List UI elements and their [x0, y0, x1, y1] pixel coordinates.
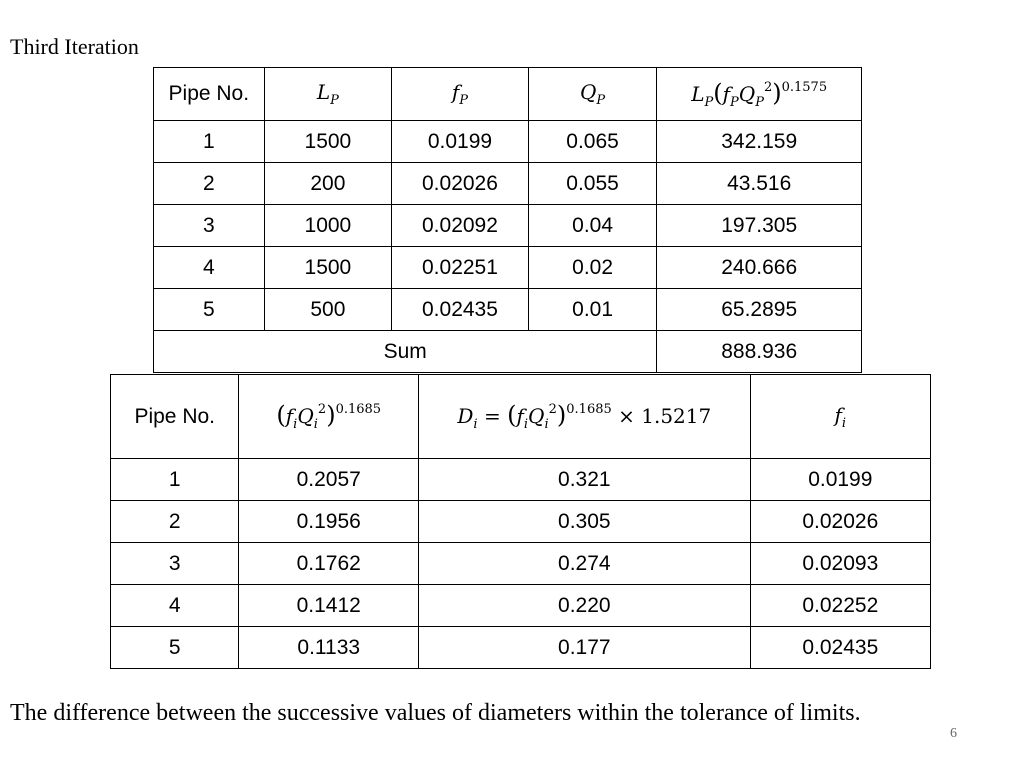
- page-heading: Third Iteration: [10, 34, 139, 59]
- cell: 200: [264, 163, 392, 205]
- cell: 1000: [264, 205, 392, 247]
- table-row: [154, 289, 862, 331]
- cell: 0.1133: [239, 627, 419, 669]
- cell: 0.04: [528, 205, 657, 247]
- cell: 4: [154, 247, 265, 289]
- cell: 0.0199: [392, 121, 529, 163]
- cell: 0.321: [419, 459, 751, 501]
- cell: 0.02435: [392, 289, 529, 331]
- cell: 1: [111, 459, 239, 501]
- header-flow: $Q_P$: [528, 68, 657, 121]
- conclusion-note: The difference between the successive values of diameters within the tolerance of limits.: [10, 700, 861, 726]
- cell: 43.516: [657, 163, 862, 205]
- table-row: [111, 627, 931, 669]
- second-table: [110, 374, 931, 669]
- header-friction: $f_i$: [750, 375, 930, 459]
- cell: 500: [264, 289, 392, 331]
- page-number: 6: [950, 726, 957, 741]
- cell: 0.1956: [239, 501, 419, 543]
- cell: 0.2057: [239, 459, 419, 501]
- header-friction: $f_P$: [392, 68, 529, 121]
- header-pipe-no: Pipe No.: [111, 375, 239, 459]
- table-header-row: [111, 375, 931, 459]
- cell: 0.02093: [750, 543, 930, 585]
- table-row: [154, 121, 862, 163]
- header-pipe-no: Pipe No.: [154, 68, 265, 121]
- sum-row: [154, 331, 862, 373]
- cell: 0.065: [528, 121, 657, 163]
- cell: 0.02026: [392, 163, 529, 205]
- cell: 0.055: [528, 163, 657, 205]
- header-length: $L_P$: [264, 68, 392, 121]
- header-diameter: $D_i = (f_iQ_i^2)^{0.1685} \times 1.5217$: [419, 375, 751, 459]
- cell: 0.01: [528, 289, 657, 331]
- cell: 0.220: [419, 585, 751, 627]
- cell: 3: [154, 205, 265, 247]
- cell: 0.02251: [392, 247, 529, 289]
- table-row: [111, 585, 931, 627]
- cell: 0.177: [419, 627, 751, 669]
- table-row: [111, 501, 931, 543]
- cell: 240.666: [657, 247, 862, 289]
- table-row: [154, 247, 862, 289]
- header-fq-power: $(f_iQ_i^2)^{0.1685}$: [239, 375, 419, 459]
- table-row: [154, 205, 862, 247]
- table-header-row: [154, 68, 862, 121]
- cell: 0.0199: [750, 459, 930, 501]
- first-table: [153, 67, 862, 373]
- cell: 0.02252: [750, 585, 930, 627]
- cell: 0.274: [419, 543, 751, 585]
- cell: 342.159: [657, 121, 862, 163]
- cell: 65.2895: [657, 289, 862, 331]
- cell: 3: [111, 543, 239, 585]
- cell: 5: [111, 627, 239, 669]
- table-row: [111, 543, 931, 585]
- cell: 197.305: [657, 205, 862, 247]
- table-row: [111, 459, 931, 501]
- cell: 0.02: [528, 247, 657, 289]
- cell: 2: [111, 501, 239, 543]
- cell: 2: [154, 163, 265, 205]
- sum-label: Sum: [154, 331, 657, 373]
- cell: 1500: [264, 121, 392, 163]
- cell: 0.02435: [750, 627, 930, 669]
- cell: 0.02026: [750, 501, 930, 543]
- table-row: [154, 163, 862, 205]
- cell: 0.1412: [239, 585, 419, 627]
- cell: 0.305: [419, 501, 751, 543]
- cell: 0.02092: [392, 205, 529, 247]
- cell: 0.1762: [239, 543, 419, 585]
- cell: 4: [111, 585, 239, 627]
- sum-value: 888.936: [657, 331, 862, 373]
- header-formula: $L_P(f_PQ_P^2)^{0.1575}$: [657, 68, 862, 121]
- cell: 5: [154, 289, 265, 331]
- cell: 1: [154, 121, 265, 163]
- cell: 1500: [264, 247, 392, 289]
